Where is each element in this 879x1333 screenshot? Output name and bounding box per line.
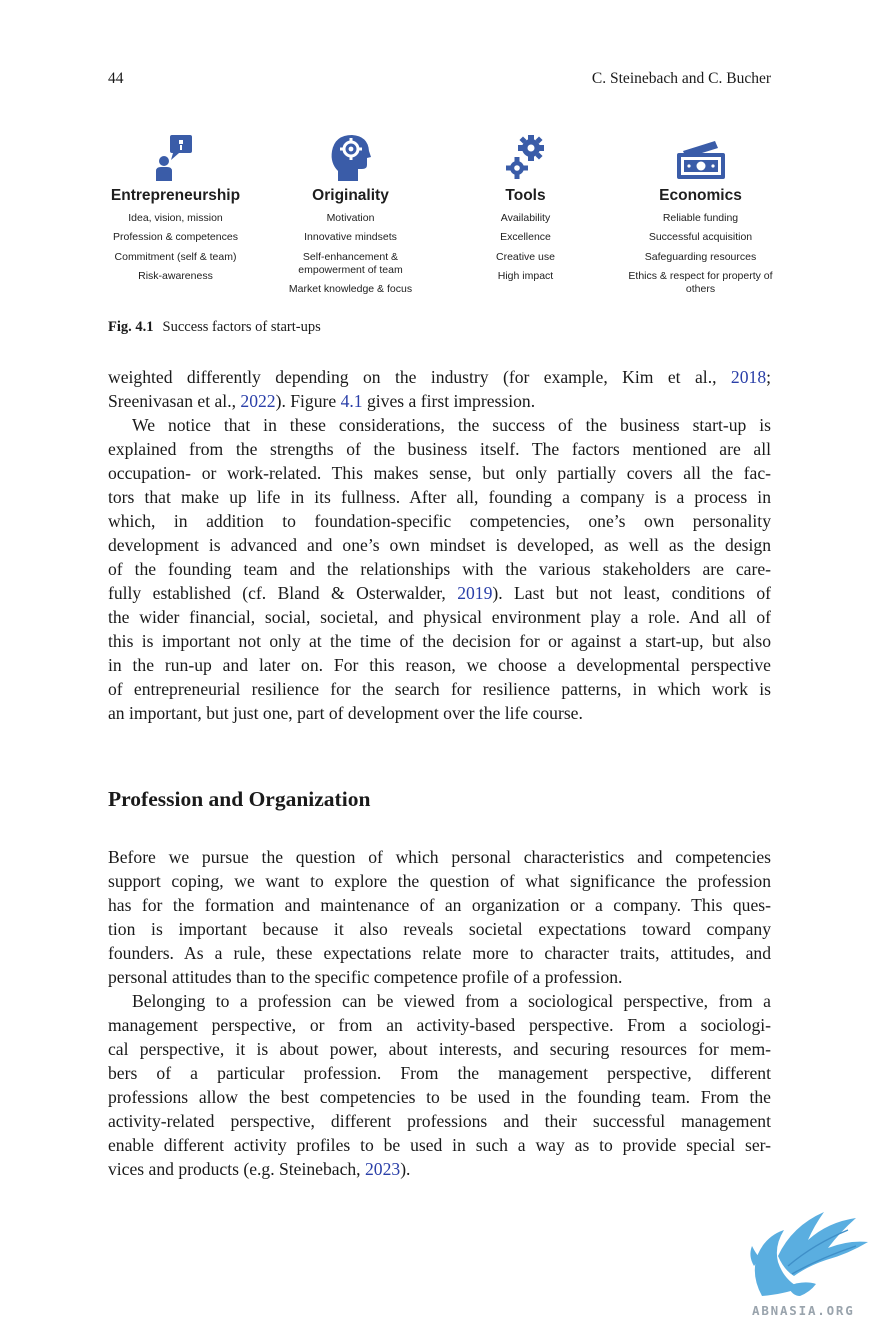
- factor-item: Innovative mindsets: [304, 231, 397, 243]
- factor-item: Creative use: [496, 250, 555, 263]
- text-line: which, in addition to foundation-specific competencies, one’s own personality: [108, 511, 771, 531]
- text-line: tion is important because it also reveals societal expectations toward company: [108, 919, 771, 939]
- factor-title: Entrepreneurship: [110, 187, 241, 204]
- text-line: enable different activity profiles to be used in such a way as to provide special ser-: [108, 1135, 771, 1155]
- section-heading: Profession and Organization: [108, 787, 371, 811]
- text-line: bers of a particular profession. From the management perspective, different: [108, 1063, 771, 1083]
- factor-item: Commitment (self & team): [114, 250, 237, 263]
- text-line: Sreenivasan et al., 2022). Figure 4.1 gives a first impression.: [108, 391, 536, 411]
- factor-item: Reliable funding: [662, 211, 739, 224]
- text-line: occupation- or work-related. This makes sense, but only partially covers all the fac-: [108, 463, 771, 483]
- factor-title: Tools: [505, 187, 546, 204]
- text-line: founders. As a rule, these expectations relate more to character traits, attitudes, and: [108, 943, 771, 963]
- head-gear-icon: [263, 125, 438, 181]
- text-line: of entrepreneurial resilience for the search for resilience patterns, in which work is: [108, 679, 771, 699]
- text-line: tors that make up life in its fullness. After all, founding a company is a process in: [108, 487, 771, 507]
- factor-item: Safeguarding resources: [644, 250, 757, 263]
- figure-column-economics: [613, 125, 788, 296]
- figure-column-tools: [438, 125, 613, 283]
- citation-link[interactable]: 2022: [240, 391, 276, 411]
- text-line: development is advanced and one’s own mindset is developed, as well as the design: [108, 535, 771, 555]
- factor-item: Ethics & respect for property of others: [628, 270, 773, 295]
- factor-item: High impact: [497, 270, 554, 282]
- citation-link[interactable]: 2023: [365, 1159, 401, 1179]
- factor-item: Self-enhancement & empowerment of team: [298, 250, 403, 276]
- factor-item: Successful acquisition: [648, 231, 753, 243]
- citation-link[interactable]: 2019: [457, 583, 493, 603]
- factor-item: Motivation: [326, 211, 375, 224]
- text-line: fully established (cf. Bland & Osterwalder, 2019). Last but not least, conditions of: [108, 583, 771, 603]
- text-line: the wider financial, social, societal, and physical environment play a role. And all of: [108, 607, 771, 627]
- factor-item: Availability: [500, 211, 551, 224]
- factor-item: Idea, vision, mission: [128, 211, 223, 224]
- factor-item: Excellence: [500, 231, 551, 243]
- text-line: personal attitudes than to the specific competence profile of a profession.: [108, 967, 623, 987]
- success-factors-figure: [88, 125, 788, 303]
- text-line: explained from the strengths of the business itself. The factors mentioned are all: [108, 439, 771, 459]
- figure-caption-text: Success factors of start-ups: [162, 319, 321, 335]
- body-paragraph: [108, 365, 771, 413]
- text-line: activity-related perspective, different professions and their successful management: [108, 1111, 771, 1131]
- text-line: vices and products (e.g. Steinebach, 2023).: [108, 1159, 411, 1179]
- factor-item: Risk-awareness: [138, 270, 213, 282]
- text-line: support coping, we want to explore the question of what significance the profession: [108, 871, 771, 891]
- text-line: professions allow the best competencies to be used in the founding team. From the: [108, 1087, 771, 1107]
- text-line: in the run-up and later on. For this reason, we choose a developmental perspective: [108, 655, 771, 675]
- text-line: of the founding team and the relationships with the various stakeholders are care-: [108, 559, 771, 579]
- text-line: this is important not only at the time of the decision for or against a start-up, but also: [108, 631, 771, 651]
- text-line: Before we pursue the question of which personal characteristics and competencies: [108, 847, 771, 867]
- text-line: management perspective, or from an activity-based perspective. From a sociologi-: [108, 1015, 771, 1035]
- factor-title: Originality: [312, 187, 389, 204]
- figure-reference-link[interactable]: 4.1: [340, 391, 363, 411]
- text-line: weighted differently depending on the industry (for example, Kim et al., 2018;: [108, 367, 771, 387]
- text-line: Belonging to a profession can be viewed from a sociological perspective, from a: [132, 991, 771, 1011]
- figure-caption: [108, 319, 321, 336]
- page-number: 44: [108, 70, 124, 87]
- factor-item: Profession & competences: [113, 231, 238, 243]
- citation-link[interactable]: 2018: [730, 367, 767, 387]
- body-paragraph: [108, 413, 771, 725]
- figure-column-entrepreneurship: [88, 125, 263, 283]
- watermark-text: ABNASIA.ORG: [752, 1303, 855, 1318]
- factor-item: Market knowledge & focus: [288, 283, 413, 295]
- running-head-authors: C. Steinebach and C. Bucher: [591, 70, 771, 87]
- text-line: has for the formation and maintenance of an organization or a company. This ques-: [108, 895, 771, 915]
- body-paragraph: [108, 989, 771, 1181]
- gears-icon: [438, 125, 613, 181]
- text-line: an important, but just one, part of development over the life course.: [108, 703, 583, 723]
- figure-column-originality: [263, 125, 438, 296]
- running-header: [108, 70, 771, 92]
- money-icon: [613, 125, 788, 181]
- body-paragraph: [108, 845, 771, 989]
- factor-title: Economics: [659, 187, 742, 204]
- figure-label: Fig. 4.1: [108, 319, 154, 335]
- text-line: We notice that in these considerations, the success of the business start-up is: [132, 415, 771, 435]
- text-line: cal perspective, it is about power, about interests, and securing resources for mem-: [108, 1039, 771, 1059]
- person-idea-icon: [88, 125, 263, 181]
